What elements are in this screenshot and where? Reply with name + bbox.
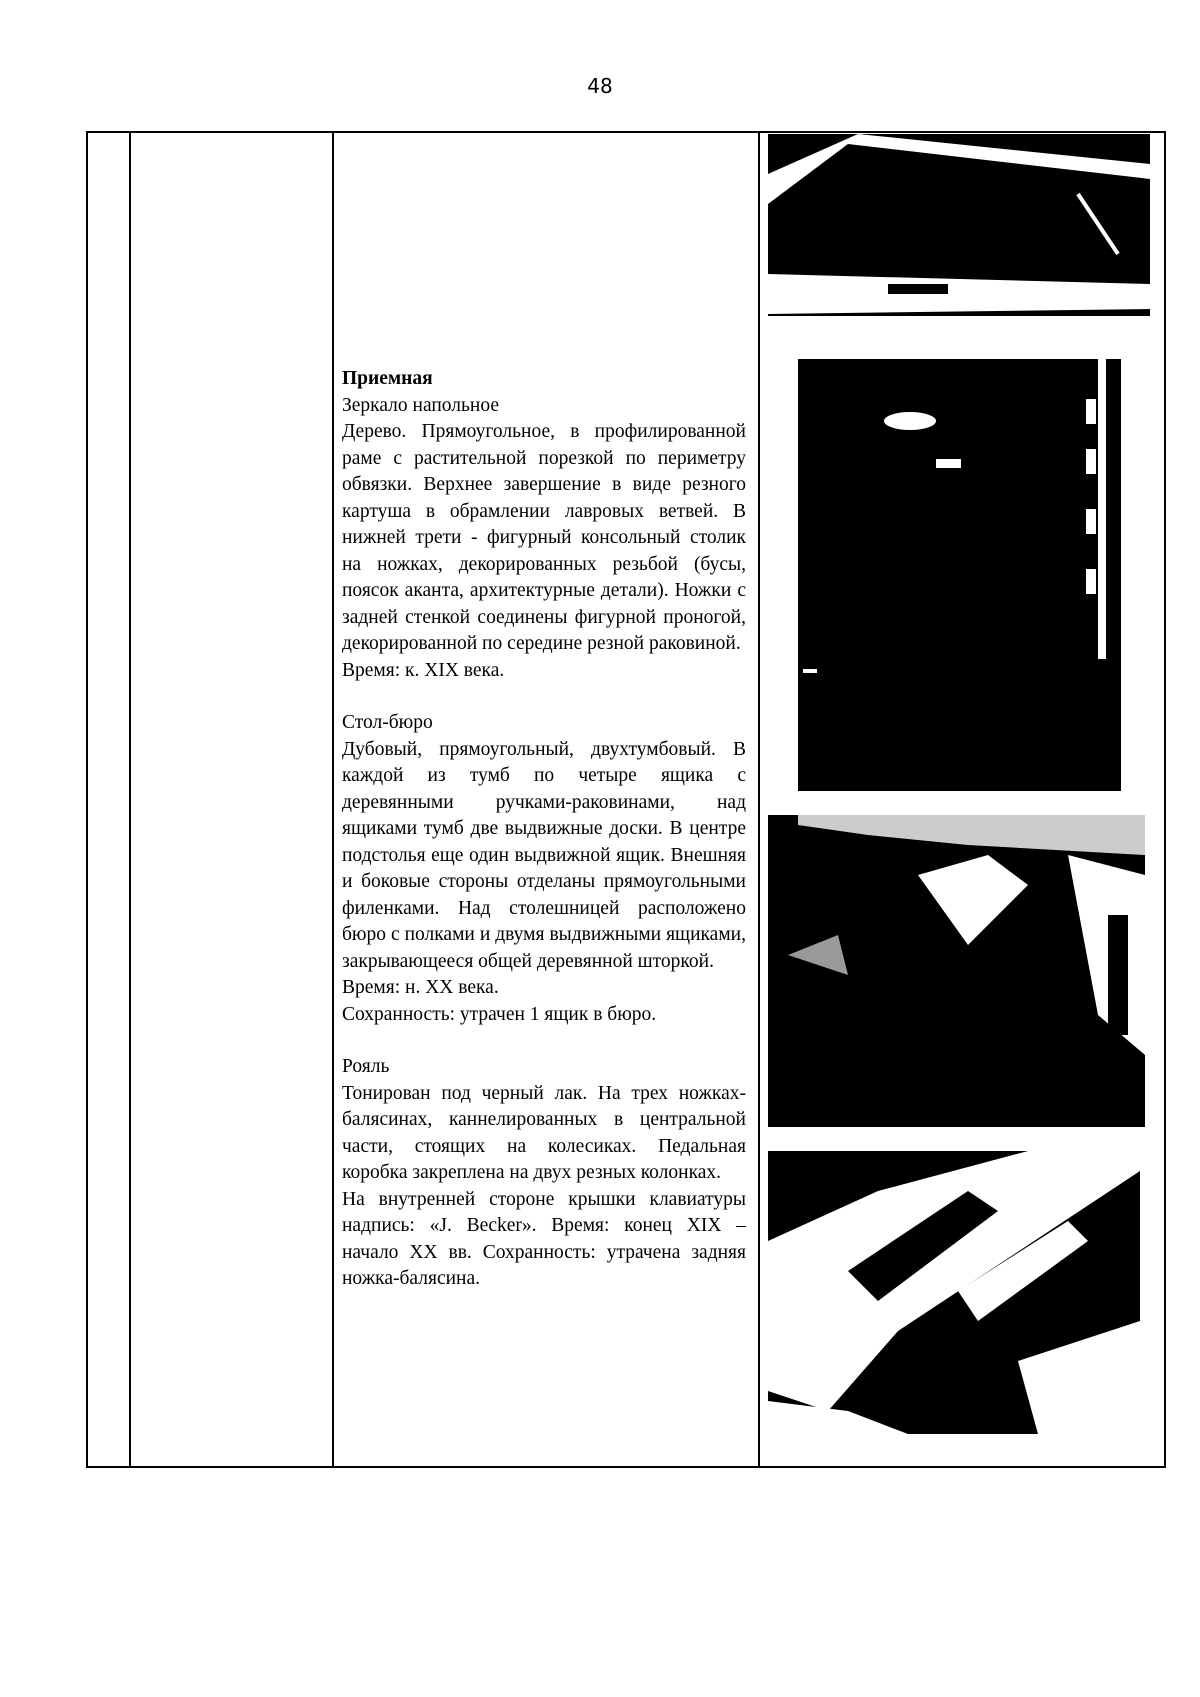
photo-piano: [768, 1151, 1140, 1434]
item-title-desk: Стол-бюро: [342, 712, 433, 733]
section-heading: Приемная: [342, 368, 433, 389]
item-description-mirror: Дерево. Прямоугольное, в профилированной раме с растительной порезкой по периметру обвязки. Верхнее завершение в виде резного картуша в обрамлении лавровых ветвей. В нижней трети - фигурный консольный столик на ножках, декорированных резьбой (бусы, поясок аканта, архитектурные детали). Ножки с задней стенкой соединены фигурной проногой, декорированной по середине резной раковиной.: [342, 421, 746, 654]
item-description-piano-2: На внутренней стороне крышки клавиатуры надпись: «J. Becker». Время: конец XIX – начало XX вв. Сохранность: утрачена задняя ножка-балясина.: [342, 1188, 746, 1289]
item-description-desk: Дубовый, прямоугольный, двухтумбовый. В каждой из тумб по четыре ящика с деревянными ручками-раковинами, над ящиками тумб две выдвижные доски. В центре подстолья еще один выдвижной ящик. Внешняя и боковые стороны отделаны прямоугольными филенками. Над столешницей расположено бюро с полками и двумя выдвижными ящиками, закрывающееся общей деревянной шторкой.: [342, 738, 746, 972]
column-divider: [758, 133, 760, 1466]
description-column: [342, 366, 746, 1293]
photo-mirror: [798, 359, 1121, 791]
page-number: 48: [587, 74, 613, 98]
item-description-piano: Тонирован под черный лак. На трех ножках-балясинах, каннелированных в центральной части, стоящих на колесиках. Педальная коробка закреплена на двух резных колонках.: [342, 1082, 746, 1183]
item-time-desk: Время: н. XX века.: [342, 977, 499, 998]
item-condition-desk: Сохранность: утрачен 1 ящик в бюро.: [342, 1003, 657, 1025]
photo-ceiling: [768, 134, 1150, 332]
item-title-mirror: Зеркало напольное: [342, 394, 499, 416]
column-divider: [332, 133, 334, 1466]
column-divider: [129, 133, 131, 1466]
item-time-mirror: Время: к. XIX века.: [342, 659, 505, 681]
item-title-piano: Рояль: [342, 1056, 390, 1077]
photo-desk: [768, 815, 1145, 1127]
